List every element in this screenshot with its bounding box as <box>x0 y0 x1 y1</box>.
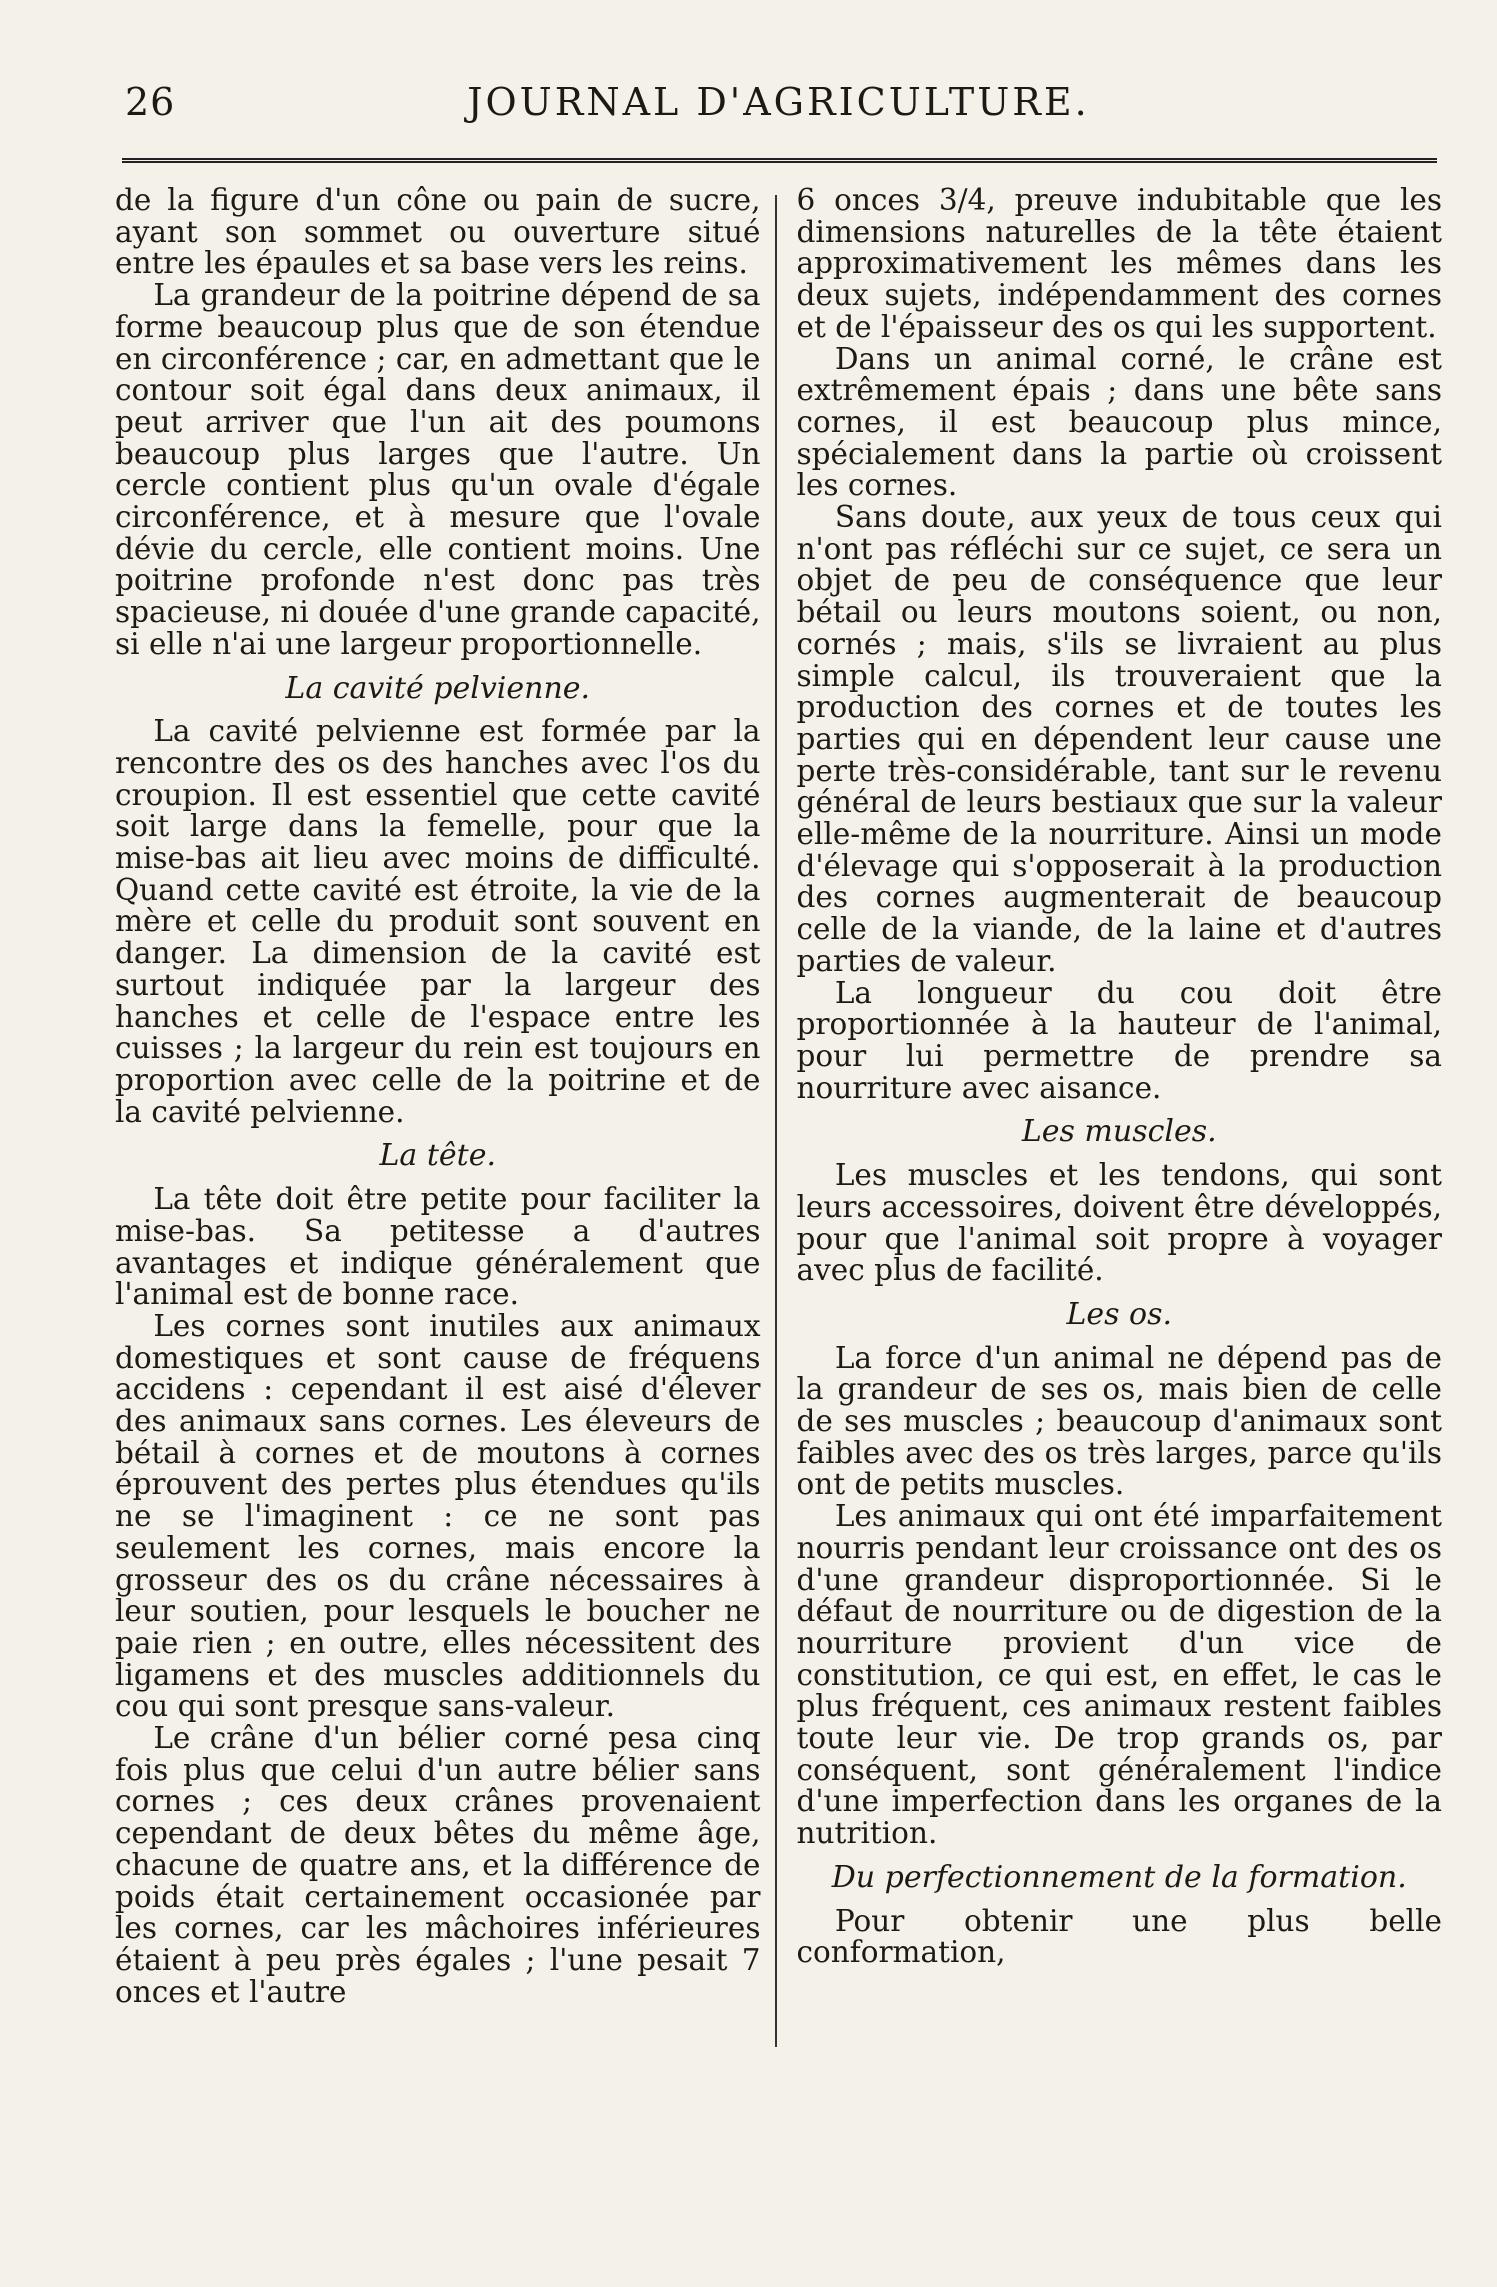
paragraph: Les cornes sont inutiles aux animaux domestiques et sont cause de fréquens accidens : cependant il est aisé d'élever des animaux sans cornes. Les éleveurs de bétail à cornes et de moutons à cornes éprouvent des pertes plus étendues qu'ils ne se l'imaginent : ce ne sont pas seulement les cornes, mais encore la grosseur des os du crâne nécessaires à leur soutien, pour lesquels le boucher ne paie rien ; en outre, elles nécessitent des ligamens et des muscles additionnels du cou qui sont presque sans-valeur. <box>115 1308 761 1724</box>
section-heading: Les muscles. <box>1021 1114 1217 1150</box>
right-column <box>777 185 1443 2137</box>
paragraph: Pour obtenir une plus belle conformation, <box>796 1903 1442 1970</box>
paragraph: 6 onces 3/4, preuve indubitable que les dimensions naturelles de la tête étaient approximativement les mêmes dans les deux sujets, indépendamment des cornes et de l'épaisseur des os qui les supportent. <box>796 185 1442 344</box>
paragraph: Les muscles et les tendons, qui sont leurs accessoires, doivent être développés, pour que l'animal soit propre à voyager avec plus de facilité. <box>796 1158 1442 1288</box>
paragraph: Dans un animal corné, le crâne est extrêmement épais ; dans une bête sans cornes, il est beaucoup plus mince, spécialement dans la partie où croissent les cornes. <box>796 341 1442 503</box>
section-heading: Les os. <box>1066 1296 1173 1332</box>
paragraph: Les animaux qui ont été imparfaitement nourris pendant leur croissance ont des os d'une grandeur disproportionnée. Si le défaut de nourriture ou de digestion de la nourriture provient d'un vice de constitution, ce qui est, en effet, le cas le plus fréquent, ces animaux restent faibles toute leur vie. De trop grands os, par conséquent, sont généralement l'indice d'une imperfection dans les organes de la nutrition. <box>796 1499 1442 1851</box>
paragraph: La grandeur de la poitrine dépend de sa forme beaucoup plus que de son étendue en circonférence ; car, en admettant que le contour soit égal dans deux animaux, il peut arriver que l'un ait des poumons beaucoup plus larges que l'autre. Un cercle contient plus qu'un ovale d'égale circonférence, et à mesure que l'ovale dévie du cercle, elle contient moins. Une poitrine profonde n'est donc pas très spacieuse, ni douée d'une grande capacité, si elle n'ai une largeur proportionnelle. <box>115 278 761 661</box>
paragraph: La cavité pelvienne est formée par la rencontre des os des hanches avec l'os du croupion. Il est essentiel que cette cavité soit large dans la femelle, pour que la mise-bas ait lieu avec moins de difficulté. Quand cette cavité est étroite, la vie de la mère et celle du produit sont souvent en danger. La dimension de la cavité est surtout indiquée par la largeur des hanches et celle de l'espace entre les cuisses ; la largeur du rein est toujours en proportion avec celle de la poitrine et de la cavité pelvienne. <box>115 714 761 1129</box>
text-columns <box>115 185 1442 2137</box>
section-heading: La cavité pelvienne. <box>285 670 591 706</box>
paragraph: La longueur du cou doit être proportionnée à la hauteur de l'animal, pour lui permettre de prendre sa nourriture avec aisance. <box>796 975 1442 1105</box>
section-heading: La tête. <box>379 1138 496 1174</box>
left-column <box>115 185 775 2137</box>
header-rule <box>122 158 1437 163</box>
paragraph: La force d'un animal ne dépend pas de la grandeur de ses os, mais bien de celle de ses muscles ; beaucoup d'animaux sont faibles avec des os très larges, parce qu'ils ont de petits muscles. <box>796 1340 1442 1502</box>
paragraph: Sans doute, aux yeux de tous ceux qui n'ont pas réfléchi sur ce sujet, ce sera un objet de peu de conséquence que leur bétail ou leurs moutons soient, ou non, cornés ; mais, s'ils se livraient au plus simple calcul, ils trouveraient que la production des cornes et de toutes les parties qui en dépendent leur cause une perte très-considérable, tant sur le revenu général de leurs bestiaux que sur la valeur elle-même de la nourriture. Ainsi un mode d'élevage qui s'opposerait à la production des cornes augmenterait de beaucoup celle de la viande, de la laine et d'autres parties de valeur. <box>796 500 1442 978</box>
paragraph: Le crâne d'un bélier corné pesa cinq fois plus que celui d'un autre bélier sans cornes ; ces deux crânes provenaient cependant de deux bêtes du même âge, chacune de quatre ans, et la différence de poids était certainement occasionée par les cornes, car les mâchoires inférieures étaient à peu près égales ; l'une pesait 7 onces et l'autre <box>115 1721 761 2009</box>
running-title: JOURNAL D'AGRICULTURE. <box>467 80 1090 124</box>
paragraph: de la figure d'un cône ou pain de sucre, ayant son sommet ou ouverture situé entre les épaules et sa base vers les reins. <box>115 185 761 281</box>
paragraph: La tête doit être petite pour faciliter la mise-bas. Sa petitesse a d'autres avantages et indique généralement que l'animal est de bonne race. <box>115 1182 761 1312</box>
section-heading: Du perfectionnement de la formation. <box>831 1859 1407 1895</box>
page-header <box>120 80 1437 140</box>
page-number: 26 <box>125 80 176 124</box>
